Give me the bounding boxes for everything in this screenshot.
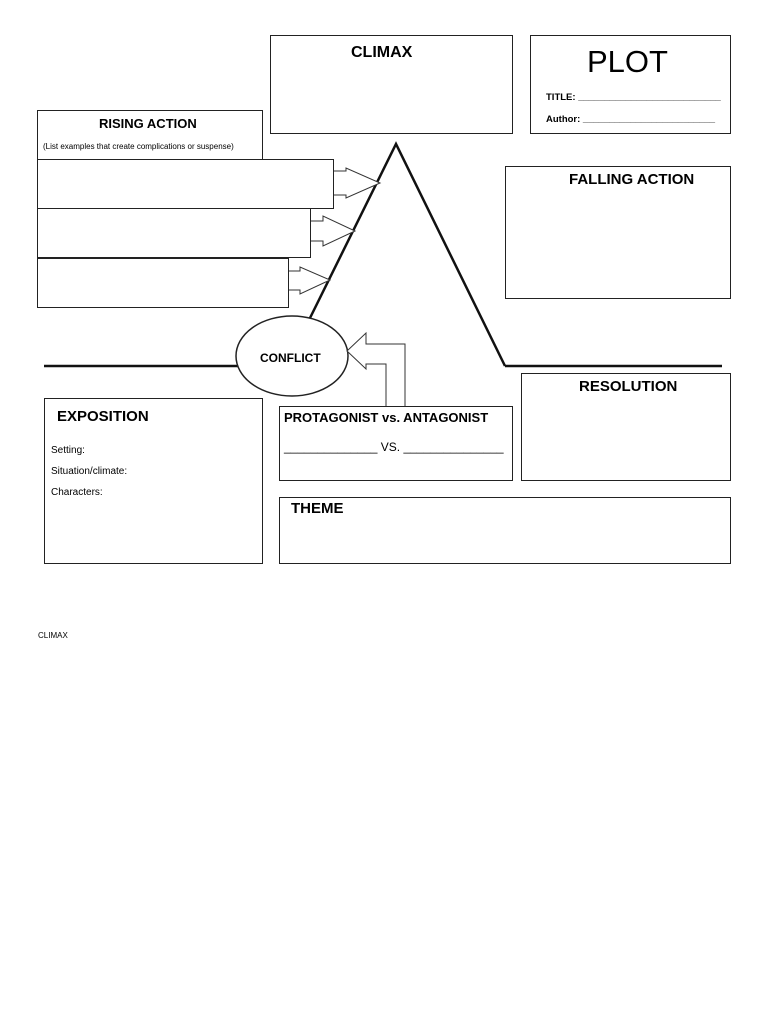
rising-arrow-3 (288, 258, 330, 305)
author-field[interactable]: Author: _________________________ (546, 114, 716, 125)
protagonist-box[interactable] (279, 406, 513, 481)
rising-arrow-1 (333, 160, 380, 206)
rising-action-subtitle: (List examples that create complications or suspense) (43, 142, 234, 151)
rising-action-entry-1[interactable] (37, 159, 334, 209)
falling-action-box[interactable] (505, 166, 731, 299)
conflict-arrow (347, 333, 405, 407)
climax-box (270, 35, 513, 134)
resolution-box[interactable] (521, 373, 731, 481)
falling-action-title: FALLING ACTION (569, 171, 695, 188)
exposition-box[interactable] (44, 398, 263, 564)
characters-field: Characters: (51, 487, 103, 498)
theme-title: THEME (291, 500, 344, 517)
plot-heading: PLOT (587, 44, 668, 79)
rising-action-header (37, 110, 263, 160)
exposition-title: EXPOSITION (57, 408, 149, 425)
title-field[interactable]: TITLE: ___________________________ (546, 92, 721, 103)
theme-box[interactable] (279, 497, 731, 564)
climax-title: CLIMAX (351, 44, 413, 61)
rising-action-entry-3[interactable] (37, 258, 289, 308)
plot-title-box (530, 35, 731, 134)
setting-field: Setting: (51, 445, 85, 456)
rising-action-entry-2[interactable] (37, 208, 311, 258)
footer-climax-label: CLIMAX (38, 631, 68, 640)
resolution-title: RESOLUTION (579, 378, 678, 395)
situation-field: Situation/climate: (51, 466, 128, 477)
protagonist-vs-line[interactable]: ______________ VS. _______________ (284, 440, 504, 454)
rising-action-title: RISING ACTION (99, 116, 197, 131)
protagonist-title: PROTAGONIST vs. ANTAGONIST (284, 410, 489, 425)
rising-arrow-2 (310, 208, 355, 256)
conflict-label: CONFLICT (260, 351, 321, 365)
